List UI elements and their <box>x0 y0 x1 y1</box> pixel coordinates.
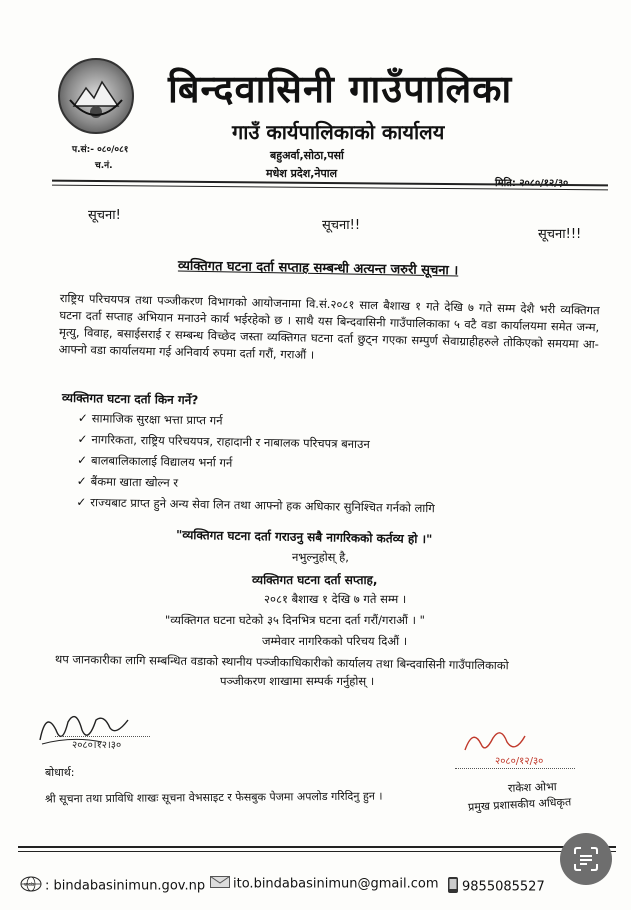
check-mark-icon: ✓ <box>76 452 88 468</box>
list-item: ✓ सामाजिक सुरक्षा भत्ता प्राप्त गर्न <box>78 408 437 435</box>
phone-icon <box>447 876 459 898</box>
left-signature <box>32 700 152 760</box>
envelope-icon <box>210 876 230 892</box>
contact-line-2: पञ्जीकरण शाखामा सम्पर्क गर्नुहोस् । <box>220 674 375 688</box>
check-mark-icon: ✓ <box>76 494 87 510</box>
deadline-text: "व्यक्तिगत घटना घटेको ३५ दिनभित्र घटना दर्ता गरौं/गराऔं । " <box>165 613 425 627</box>
notice-paragraph: राष्ट्रिय परिचयपत्र तथा पञ्जीकरण विभागको आयोजनामा वि.सं.२०८१ साल बैशाख १ गते देखि ७ गते सम्म देशै भरी व्यक्तिगत घटना दर्ता सप्ताह अभियान मनाउने कार्य भईरहेको छ । साथै यस बिन्दवासिनी गाउँपालिकाका ५ वटै वडा कार्यालयमा समेत जन्म, मृत्यु, विवाह, बसाईसराई र सम्बन्ध विच्छेद जस्ता व्यक्तिगत घटना दर्ता छुट्न गएका सम्पुर्ण सेवाग्राहीहरुले तोकिएको समयमा आ-आफ्नो वडा कार्यालयमा गई अनिवार्य रुपमा दर्ता गरौं, गराऔं । <box>58 290 600 362</box>
officer-title: प्रमुख प्रशासकीय अधिकृत <box>467 795 572 814</box>
list-item: ✓ राज्यबाट प्राप्त हुने अन्य सेवा लिन तथा आफ्नो हक अधिकार सुनिश्चित गर्नको लागि <box>76 492 435 519</box>
notice-heading: व्यक्तिगत घटना दर्ता सप्ताह सम्बन्धी अत्यन्त जरुरी सूचना । <box>177 258 459 279</box>
check-mark-icon: ✓ <box>76 473 87 489</box>
address-line-1: बहुअर्वा,सोठा,पर्सा <box>270 149 344 162</box>
email-text[interactable]: ito.bindabasinimun@gmail.com <box>233 876 439 892</box>
issue-date <box>495 175 568 189</box>
right-signature-line <box>455 768 575 769</box>
list-item: ✓ बैंकमा खाता खोल्न र <box>77 471 436 498</box>
footer-phone <box>447 876 545 898</box>
text-scan-button[interactable] <box>560 833 612 885</box>
text-scan-icon <box>573 846 599 872</box>
list-item: ✓ बालबालिकालाई विद्यालय भर्ना गर्न <box>77 450 436 477</box>
list-item: ✓ नागरिकता, राष्ट्रिय परिचयपत्र, राहादानी र नाबालक परिचपत्र बनाउन <box>77 429 436 456</box>
right-signature <box>455 720 585 775</box>
notice-label-2: सूचना!! <box>322 218 361 233</box>
reference-number: प.सं:- ०८०/०८१ <box>72 145 129 155</box>
footer-website <box>20 876 205 896</box>
responsible-text: जम्मेवार नागरिकको परिचय दिऔं । <box>262 634 408 648</box>
office-subtitle: गाउँ कार्यपालिकाको कार्यालय <box>232 120 445 144</box>
nepal-emblem-icon <box>58 58 134 134</box>
svg-text:web: web <box>24 882 35 888</box>
check-mark-icon: ✓ <box>77 431 88 447</box>
dispatch-number: च.नं. <box>95 161 113 171</box>
slogan: "व्यक्तिगत घटना दर्ता गराउनु सबै नागरिकको कर्तव्य हो ।" <box>175 527 433 547</box>
left-signature-date: २०८०।१२।३० <box>72 740 122 751</box>
municipality-title: बिन्दवासिनी गाउँपालिका <box>168 67 513 111</box>
officer-name: राकेश ओभा <box>507 780 557 795</box>
notice-label-1: सूचना! <box>88 208 121 223</box>
event-dates: २०८१ बैशाख १ देखि ७ गते सम्म । <box>264 592 407 606</box>
website-text[interactable]: : bindabasinimun.gov.np <box>45 878 206 894</box>
footer-email <box>210 876 439 892</box>
check-mark-icon: ✓ <box>77 410 89 426</box>
phone-text[interactable]: 9855085527 <box>462 879 545 895</box>
globe-icon <box>20 876 42 896</box>
cc-label: बोधार्थ: <box>45 766 75 779</box>
footer-divider-thin <box>18 851 616 852</box>
right-signature-date: २०८०/१२/३० <box>495 756 544 767</box>
contact-line-1: थप जानकारीका लागि सम्बन्धित वडाको स्थानीय पञ्जीकाधिकारीको कार्यालय तथा बिन्दवासिनी गाउँपालिकाको <box>54 652 509 673</box>
left-signature-line <box>55 736 150 737</box>
address-line-2: मधेश प्रदेश,नेपाल <box>266 167 338 180</box>
reasons-list <box>76 408 436 519</box>
footer-divider <box>18 846 616 848</box>
reminder-text: नभुल्नुहोस् है, <box>292 550 349 564</box>
event-title: व्यक्तिगत घटना दर्ता सप्ताह, <box>252 573 378 587</box>
cc-line: श्री सूचना तथा प्राविधि शाखः सूचना वेभसाइट र फेसबुक पेजमा अपलोड गरिदिनु हुन । <box>44 789 383 806</box>
why-heading: व्यक्तिगत घटना दर्ता किन गर्ने? <box>61 390 199 408</box>
notice-label-3: सूचना!!! <box>538 227 582 242</box>
